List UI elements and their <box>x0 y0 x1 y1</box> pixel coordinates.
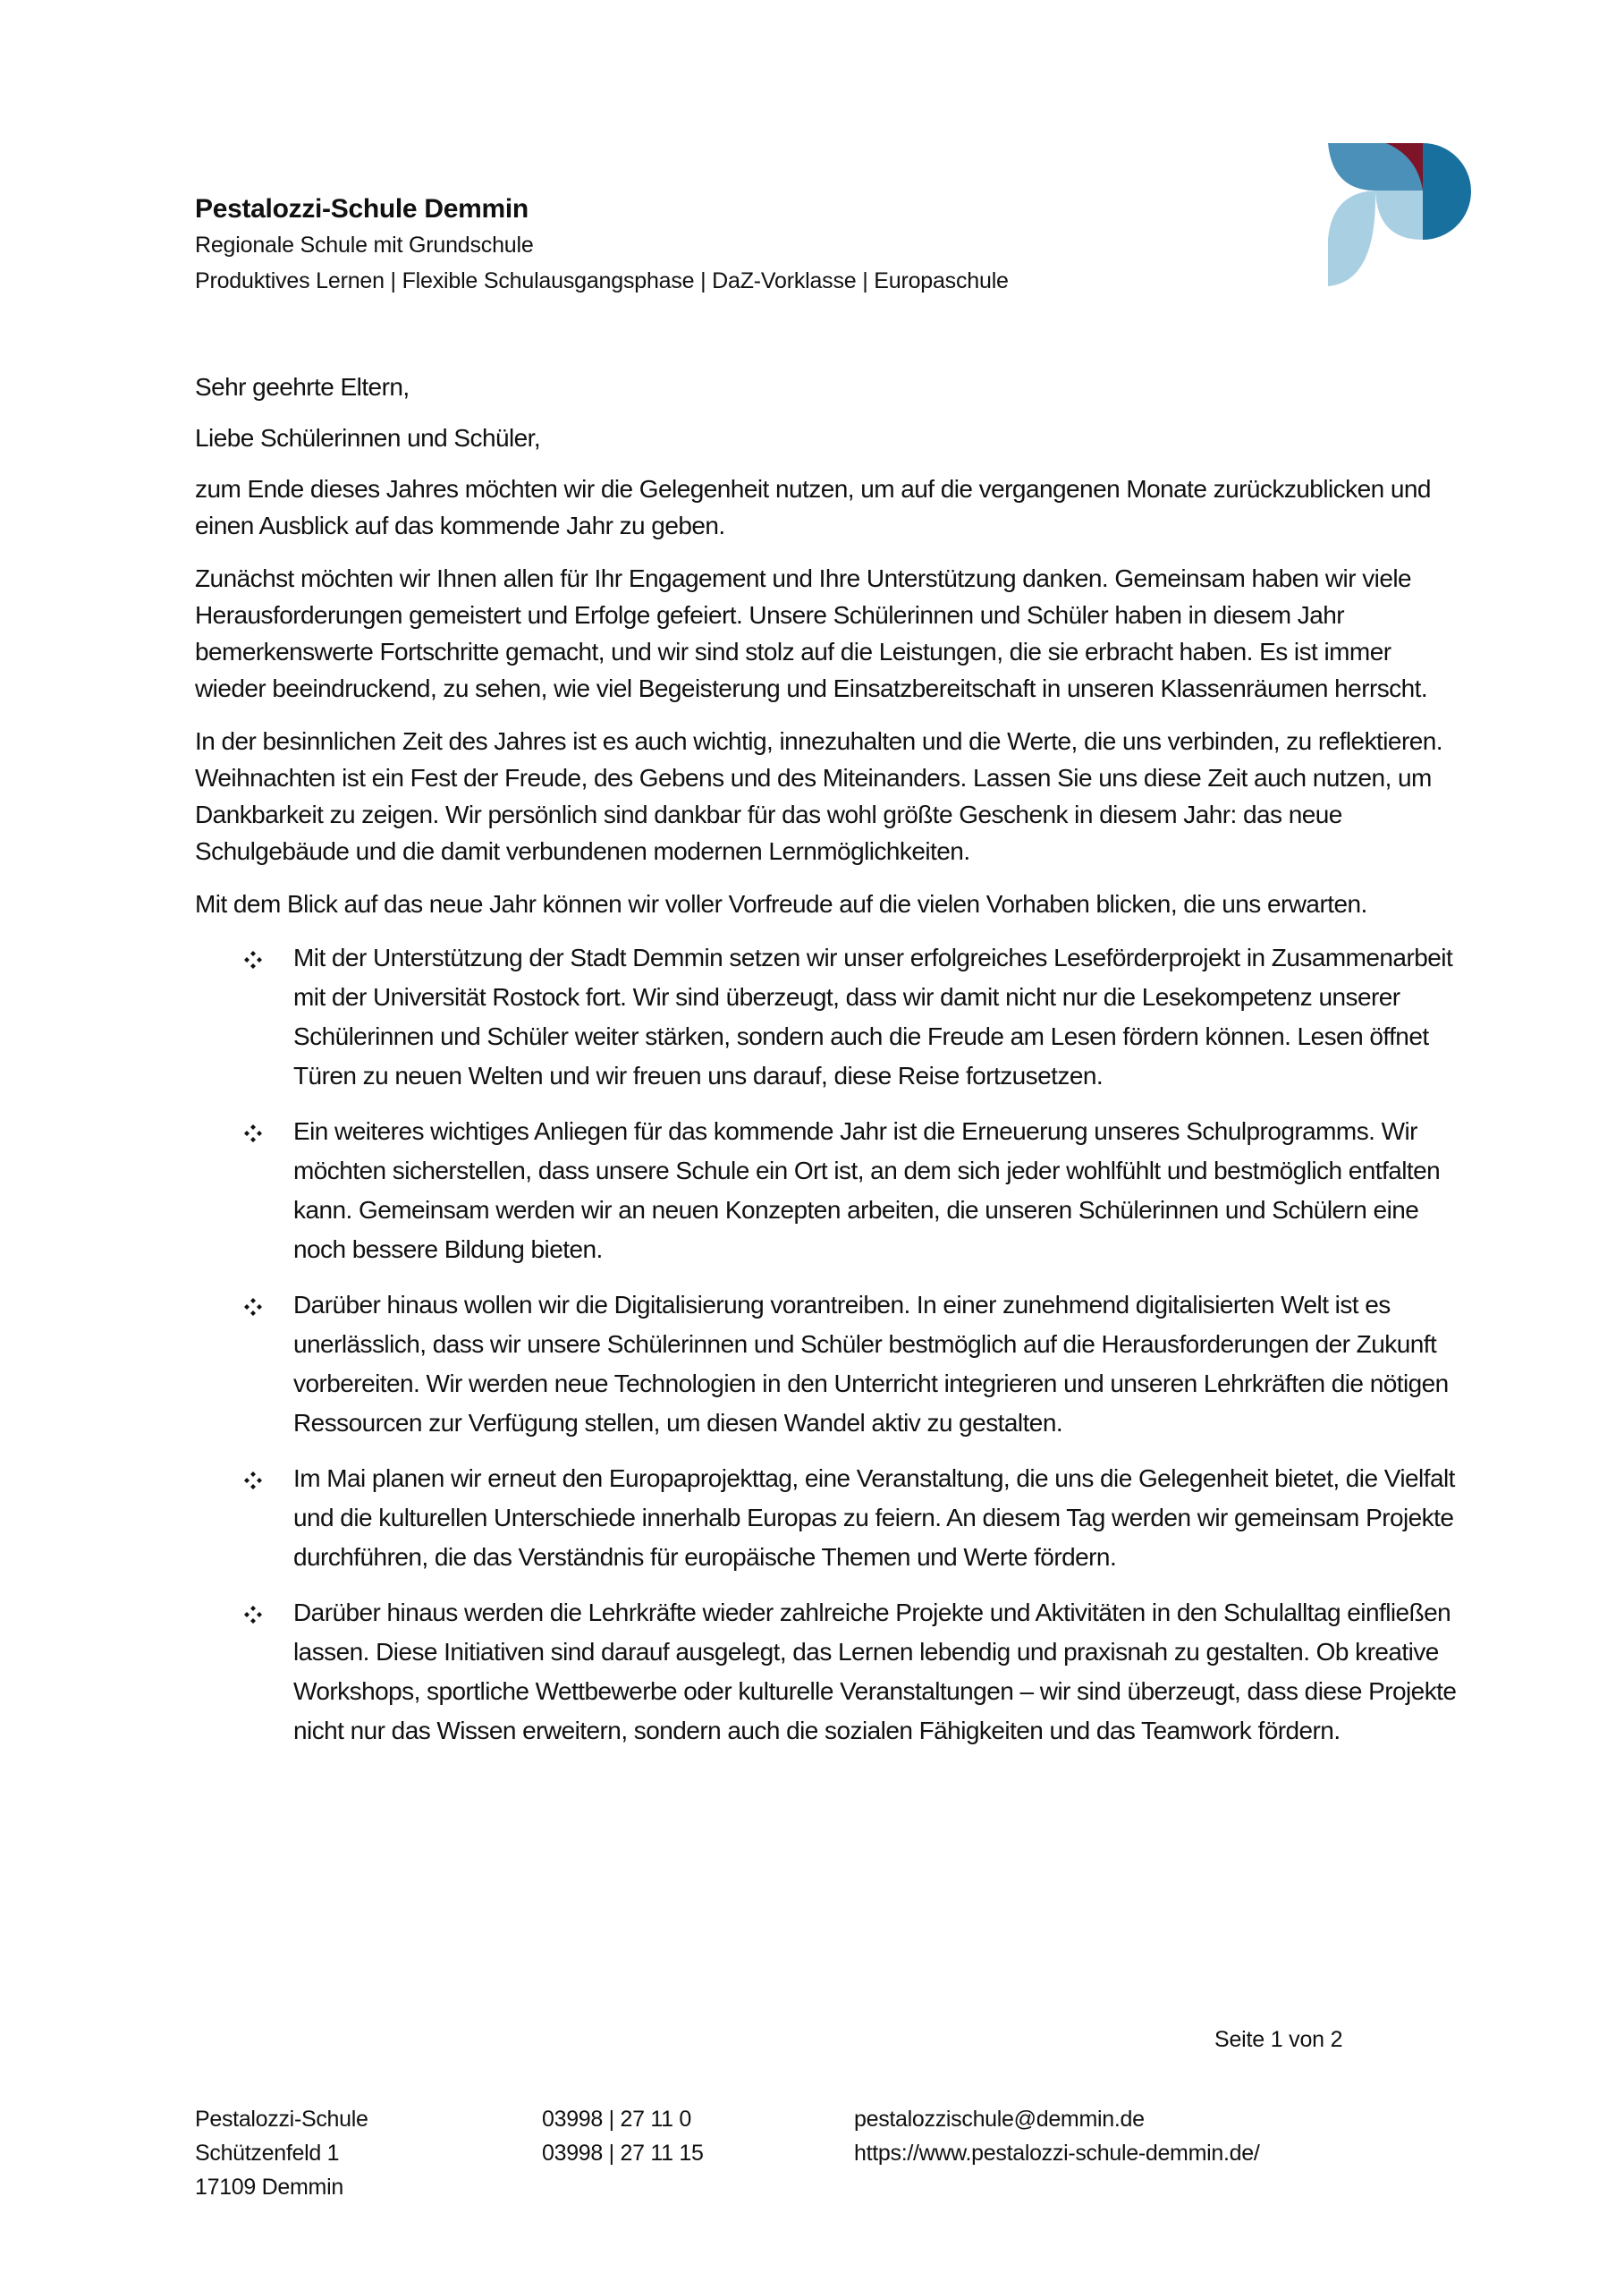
four-diamond-bullet-icon <box>244 1124 262 1142</box>
list-item <box>195 1112 1465 1269</box>
plans-list <box>195 938 1465 1751</box>
footer-address <box>195 2102 368 2204</box>
list-item <box>195 938 1465 1096</box>
footer-city: 17109 Demmin <box>195 2175 343 2200</box>
letter-body <box>195 369 1465 1767</box>
paragraph-thanks: Zunächst möchten wir Ihnen allen für Ihr Engagement und Ihre Unterstützung danken. Gemeinsam haben wir viele Herausforderungen gemeistert und Erfolge gefeiert. Unsere Schülerinnen und Schüler haben in diesem Jahr bemerkenswerte Fortschritte gemacht, und wir sind stolz auf die Leistungen, die sie erbracht haben. Es ist immer wieder beeindruckend, zu sehen, wie viel Begeisterung und Einsatzbereitschaft in unseren Klassenräumen herrscht. <box>195 564 1428 702</box>
paragraph-christmas: In der besinnlichen Zeit des Jahres ist es auch wichtig, innezuhalten und die Werte, die uns verbinden, zu reflektieren. Weihnachten ist ein Fest der Freude, des Gebens und des Miteinanders. Lassen Sie uns diese Zeit auch nutzen, um Dankbarkeit zu zeigen. Wir persönlich sind dankbar für das wohl größte Geschenk in diesem Jahr: das neue Schulgebäude und die damit verbundenen modernen Lernmöglichkeiten. <box>195 727 1442 865</box>
list-item <box>195 1285 1465 1443</box>
footer-website-link[interactable]: https://www.pestalozzi-schule-demmin.de/ <box>854 2141 1260 2166</box>
list-item-text: Mit der Unterstützung der Stadt Demmin setzen wir unser erfolgreiches Leseförderprojekt in Zusammenarbeit mit der Universität Rostock fort. Wir sind überzeugt, dass wir damit nicht nur die Lesekompetenz unserer Schülerinnen und Schüler weiter stärken, sondern auch die Freude am Lesen fördern können. Lesen öffnet Türen zu neuen Welten und wir freuen uns darauf, diese Reise fortzusetzen. <box>293 944 1453 1090</box>
list-item <box>195 1593 1465 1751</box>
salutation-students: Liebe Schülerinnen und Schüler, <box>195 424 541 452</box>
footer-fax: 03998 | 27 11 15 <box>542 2141 704 2166</box>
list-item-text: Darüber hinaus wollen wir die Digitalisierung vorantreiben. In einer zunehmend digitalisierten Welt ist es unerlässlich, dass wir unsere Schülerinnen und Schüler bestmöglich auf die Herausforderungen der Zukunft vorbereiten. Wir werden neue Technologien in den Unterricht integrieren und unseren Lehrkräften die nötigen Ressourcen zur Verfügung stellen, um diesen Wandel aktiv zu gestalten. <box>293 1291 1449 1437</box>
school-name: Pestalozzi-Schule Demmin <box>195 194 529 224</box>
list-item-text: Im Mai planen wir erneut den Europaprojekttag, eine Veranstaltung, die uns die Gelegenheit bietet, die Vielfalt und die kulturellen Unterschiede innerhalb Europas zu feiern. An diesem Tag werden wir gemeinsam Projekte durchführen, die das Verständnis für europäische Themen und Werte fördern. <box>293 1464 1455 1571</box>
page-number: Seite 1 von 2 <box>1214 2027 1343 2052</box>
footer-contact <box>854 2102 1259 2170</box>
list-item-text: Darüber hinaus werden die Lehrkräfte wieder zahlreiche Projekte und Aktivitäten in den Schulalltag einfließen lassen. Diese Initiativen sind darauf ausgelegt, das Lernen lebendig und praxisnah zu gestalten. Ob kreative Workshops, sportliche Wettbewerbe oder kulturelle Veranstaltungen – wir sind überzeugt, dass diese Projekte nicht nur das Wissen erweitern, sondern auch die sozialen Fähigkeiten und das Teamwork fördern. <box>293 1599 1457 1744</box>
four-diamond-bullet-icon <box>244 1298 262 1316</box>
four-diamond-bullet-icon <box>244 1472 262 1489</box>
footer-phone: 03998 | 27 11 0 <box>542 2107 691 2132</box>
school-programs: Produktives Lernen | Flexible Schulausgangsphase | DaZ-Vorklasse | Europaschule <box>195 268 1009 293</box>
school-type: Regionale Schule mit Grundschule <box>195 233 534 258</box>
salutation-parents: Sehr geehrte Eltern, <box>195 373 410 401</box>
four-diamond-bullet-icon <box>244 1606 262 1624</box>
footer-email-link[interactable]: pestalozzischule@demmin.de <box>854 2107 1145 2132</box>
paragraph-outlook: Mit dem Blick auf das neue Jahr können wir voller Vorfreude auf die vielen Vorhaben blicken, die uns erwarten. <box>195 890 1367 918</box>
footer-school-name: Pestalozzi-Schule <box>195 2107 368 2132</box>
four-diamond-bullet-icon <box>244 951 262 969</box>
school-logo-icon <box>1324 139 1484 300</box>
footer-street: Schützenfeld 1 <box>195 2141 340 2166</box>
footer-phones <box>542 2102 704 2170</box>
list-item-text: Ein weiteres wichtiges Anliegen für das kommende Jahr ist die Erneuerung unseres Schulprogramms. Wir möchten sicherstellen, dass unsere Schule ein Ort ist, an dem sich jeder wohlfühlt und bestmöglich entfalten kann. Gemeinsam werden wir an neuen Konzepten arbeiten, die unseren Schülerinnen und Schülern eine noch bessere Bildung bieten. <box>293 1117 1441 1263</box>
letterhead <box>195 191 1009 299</box>
list-item <box>195 1459 1465 1577</box>
paragraph-intro: zum Ende dieses Jahres möchten wir die Gelegenheit nutzen, um auf die vergangenen Monate zurückzublicken und einen Ausblick auf das kommende Jahr zu geben. <box>195 475 1431 539</box>
